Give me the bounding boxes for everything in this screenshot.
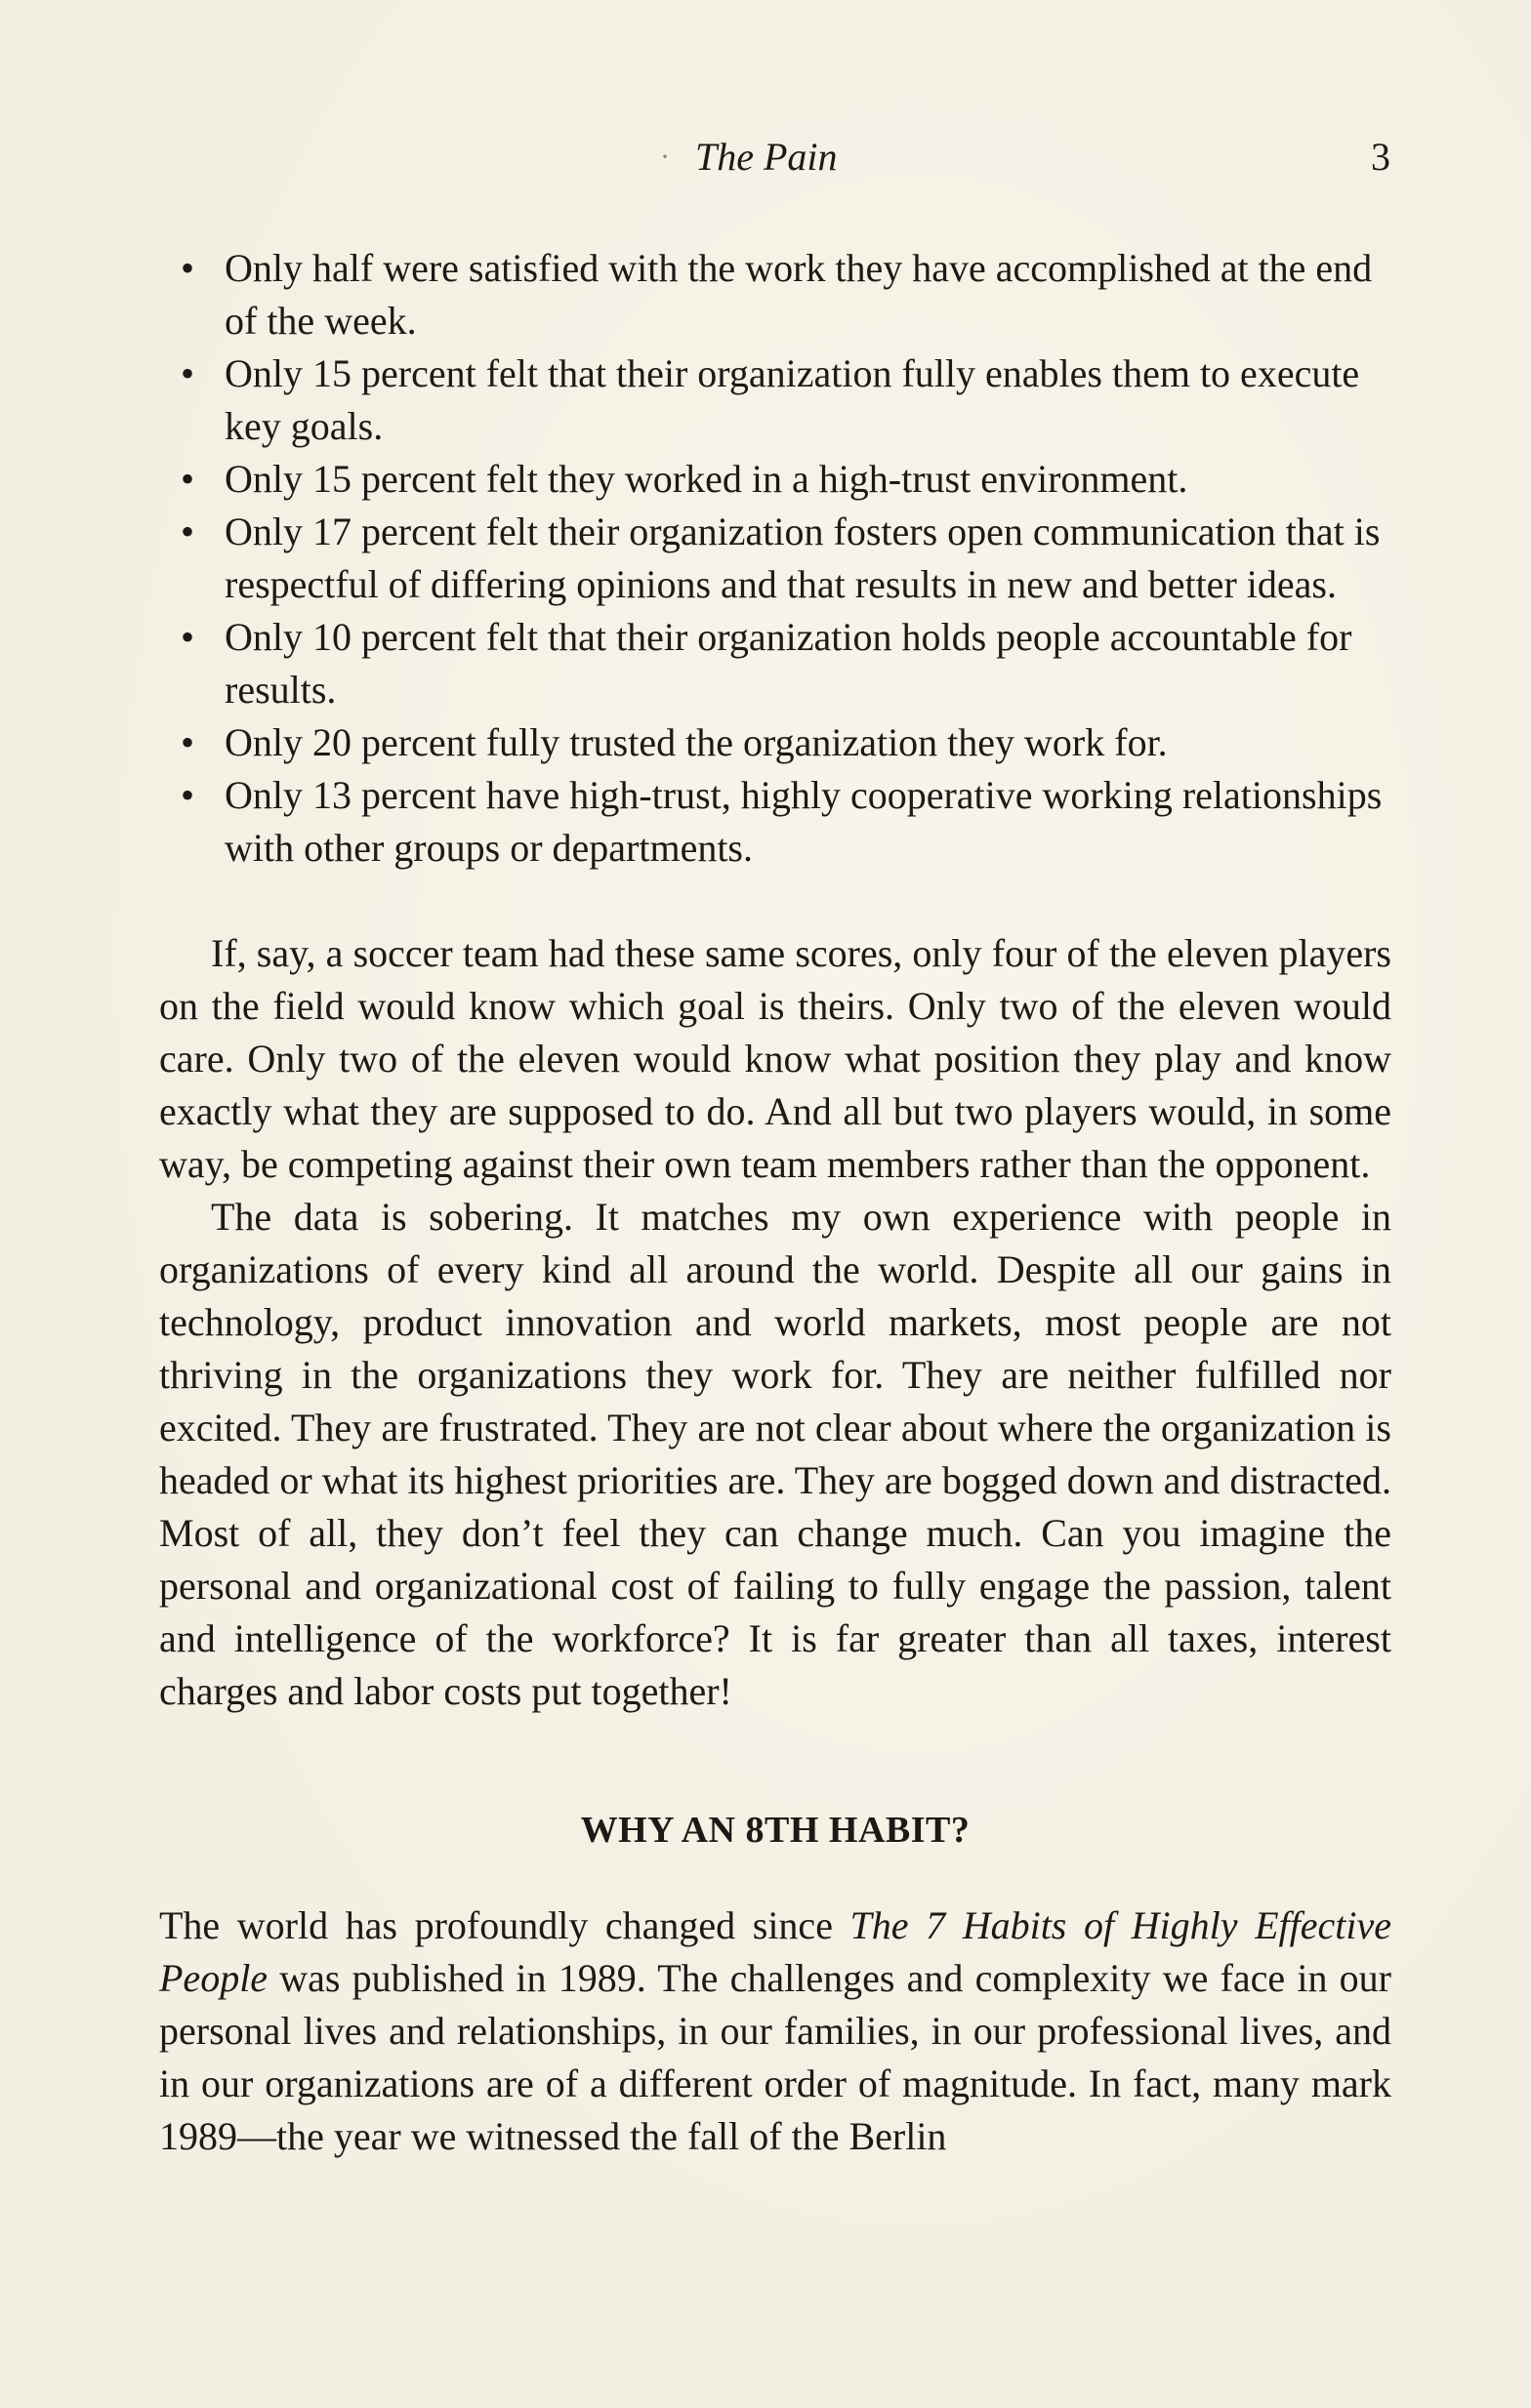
running-head xyxy=(0,132,1531,190)
bullet-text: Only 10 percent felt that their organization holds people accountable for results. xyxy=(225,615,1352,712)
section-heading: WHY AN 8TH HABIT? xyxy=(580,1810,971,1851)
bullet-text: Only 15 percent felt they worked in a high-trust environment. xyxy=(225,457,1188,501)
paragraph-why-8th-habit xyxy=(159,1899,1391,2163)
bullet-icon: • xyxy=(180,510,194,553)
book-title: The 7 Habits of Highly Effective People xyxy=(159,1903,1392,2000)
bullet-item xyxy=(173,242,1391,347)
bullet-icon: • xyxy=(180,246,194,290)
bullet-icon: • xyxy=(180,773,194,817)
bullet-item xyxy=(173,347,1391,453)
bullet-icon: • xyxy=(180,615,194,659)
bullet-item xyxy=(173,769,1391,875)
bullet-text: Only 20 percent fully trusted the organization they work for. xyxy=(225,720,1168,764)
body-text xyxy=(159,242,1391,2163)
bullet-icon: • xyxy=(180,457,194,501)
survey-bullet-list xyxy=(159,242,1391,875)
paragraph-text-end: was published in 1989. The challenges and complexity we face in our personal lives and relationships, in our families, in our professional lives, and in our organizations are of a different order of magnitude. In fact, many mark 1989—the year we witnessed the fall of the Berlin xyxy=(159,1956,1391,2158)
paragraph-soccer-analogy: If, say, a soccer team had these same scores, only four of the eleven players on the field would know which goal is theirs. Only two of the eleven would care. Only two of the eleven would know what position they play and know exactly what they are supposed to do. And all but two players would, in some way, be competing against their own team members rather than the opponent. xyxy=(159,931,1391,1186)
bullet-icon: • xyxy=(180,720,194,764)
bullet-text: Only half were satisfied with the work they have accomplished at the end of the week. xyxy=(225,246,1373,343)
bullet-text: Only 13 percent have high-trust, highly cooperative working relationships with other groups or departments. xyxy=(225,773,1383,870)
bullet-text: Only 17 percent felt their organization fosters open communication that is respectful of differing opinions and that results in new and better ideas. xyxy=(225,510,1381,606)
bullet-text: Only 15 percent felt that their organization fully enables them to execute key goals. xyxy=(225,351,1360,448)
bullet-icon: • xyxy=(180,351,194,395)
bullet-item xyxy=(173,611,1391,716)
bullet-item xyxy=(173,716,1391,769)
paragraph-data-sobering: The data is sobering. It matches my own experience with people in organizations of every kind all around the world. Despite all our gains in technology, product innovation and world markets, most people are not thriving in the organizations they work for. They are neither fulfilled nor excited. They are frustrated. They are not clear about where the organization is headed or what its highest priorities are. They are bogged down and distracted. Most of all, they don’t feel they can change much. Can you imagine the personal and organizational cost of failing to fully engage the passion, talent and intelligence of the workforce? It is far greater than all taxes, interest charges and labor costs put together! xyxy=(159,1195,1391,1713)
bullet-item xyxy=(173,453,1391,506)
running-head-title: The Pain xyxy=(695,135,838,179)
paragraph-text-start: The world has profoundly changed since xyxy=(159,1903,850,1947)
running-head-dot: · xyxy=(660,141,670,173)
page-number: 3 xyxy=(1371,135,1390,179)
bullet-item xyxy=(173,506,1391,611)
